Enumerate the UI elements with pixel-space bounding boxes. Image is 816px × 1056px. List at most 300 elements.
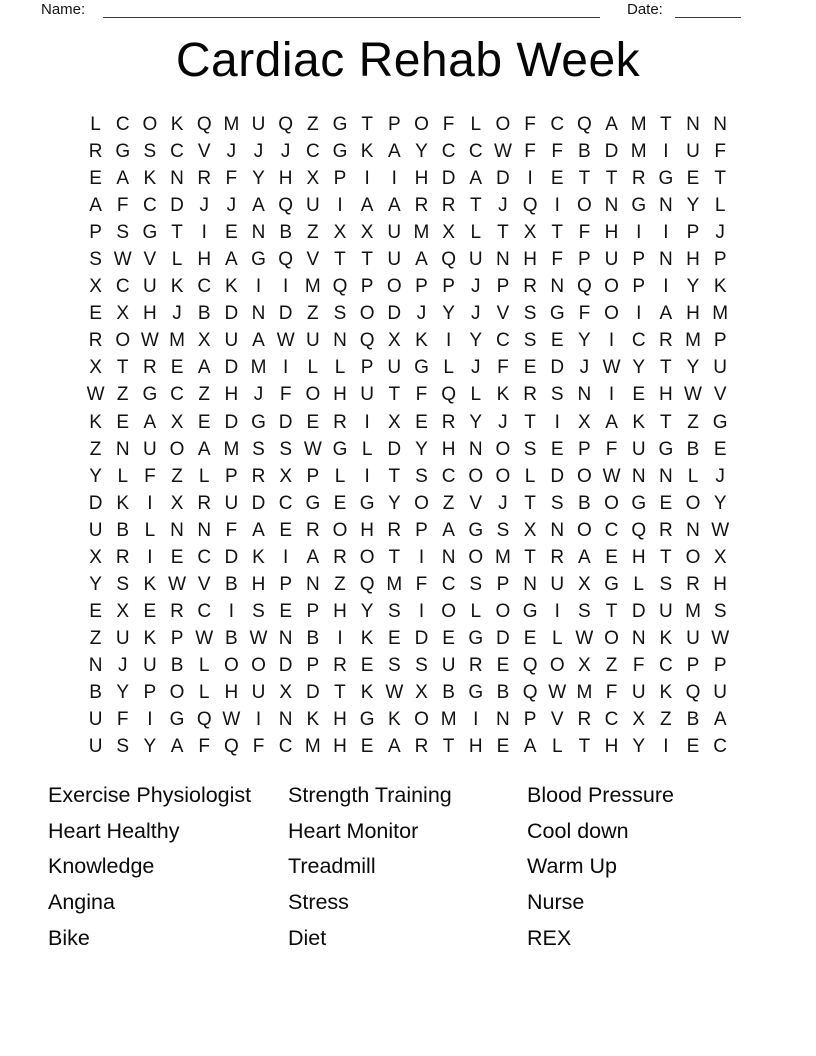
grid-letter: C <box>143 195 157 217</box>
grid-letter: N <box>170 168 184 190</box>
grid-letter: V <box>197 141 211 163</box>
grid-letter: U <box>713 681 728 703</box>
grid-letter: O <box>577 465 592 487</box>
grid-letter: R <box>387 519 402 541</box>
grid-letter: O <box>685 492 701 514</box>
grid-letter: E <box>523 357 537 379</box>
grid-letter: A <box>170 736 184 758</box>
grid-letter: F <box>116 709 129 731</box>
grid-letter: N <box>305 573 320 595</box>
word-column <box>527 778 776 957</box>
grid-letter: S <box>252 600 265 622</box>
grid-letter: G <box>251 411 266 433</box>
grid-letter: A <box>578 546 591 568</box>
grid-letter: E <box>442 627 455 649</box>
grid-letter: E <box>170 357 184 379</box>
grid-letter: K <box>713 276 727 298</box>
word-item: Strength Training <box>288 783 452 807</box>
grid-letter: O <box>169 681 185 703</box>
grid-letter: N <box>251 222 266 244</box>
grid-letter: K <box>143 627 157 649</box>
grid-letter: A <box>469 168 483 190</box>
grid-letter: Q <box>577 114 592 135</box>
grid-letter: L <box>470 222 482 244</box>
grid-letter: G <box>712 411 728 433</box>
grid-letter: E <box>333 492 347 514</box>
grid-letter: Q <box>522 195 538 217</box>
grid-letter: E <box>306 411 320 433</box>
grid-letter: S <box>523 303 537 325</box>
grid-letter: D <box>278 654 293 676</box>
grid-letter: K <box>170 114 184 135</box>
grid-letter: U <box>224 492 239 514</box>
grid-letter: U <box>305 195 320 217</box>
grid-letter: N <box>523 573 537 595</box>
grid-letter: R <box>414 195 429 217</box>
grid-letter: T <box>361 114 373 135</box>
grid-letter: E <box>279 600 293 622</box>
grid-letter: S <box>415 654 428 676</box>
grid-letter: M <box>304 736 321 758</box>
grid-letter: D <box>224 303 239 325</box>
grid-letter: W <box>684 384 702 406</box>
grid-letter: O <box>495 465 511 487</box>
grid-letter: I <box>364 411 370 433</box>
grid-row <box>82 544 735 571</box>
grid-letter: X <box>89 357 102 379</box>
grid-letter: B <box>170 654 184 676</box>
grid-letter: U <box>88 736 103 758</box>
grid-letter: O <box>386 276 402 298</box>
grid-letter: N <box>468 438 483 460</box>
grid-letter: P <box>496 276 510 298</box>
grid-letter: X <box>632 709 646 731</box>
grid-letter: P <box>686 654 700 676</box>
grid-letter: H <box>143 303 157 325</box>
word-item: Heart Monitor <box>288 818 419 843</box>
grid-letter: K <box>225 276 238 298</box>
grid-letter: E <box>143 600 157 622</box>
grid-letter: E <box>550 438 564 460</box>
grid-letter: L <box>198 681 210 703</box>
grid-letter: D <box>550 357 565 379</box>
grid-letter: R <box>333 654 347 676</box>
grid-letter: E <box>415 411 428 433</box>
grid-letter: F <box>524 141 536 163</box>
grid-letter: N <box>496 709 510 731</box>
grid-letter: G <box>468 627 484 649</box>
grid-letter: Q <box>223 736 239 758</box>
grid-letter: T <box>524 546 536 568</box>
grid-letter: O <box>549 654 565 676</box>
grid-letter: N <box>658 465 673 487</box>
grid-letter: G <box>142 222 158 244</box>
grid-letter: P <box>306 654 320 676</box>
grid-letter: A <box>387 195 401 217</box>
grid-letter: X <box>578 411 591 433</box>
grid-letter: I <box>283 546 289 568</box>
grid-letter: V <box>496 303 510 325</box>
grid-letter: C <box>713 736 728 758</box>
grid-letter: Z <box>116 384 129 406</box>
grid-letter: Q <box>196 114 212 135</box>
grid-letter: Z <box>89 438 102 460</box>
grid-letter: L <box>334 465 346 487</box>
grid-letter: S <box>279 438 293 460</box>
grid-letter: K <box>360 681 374 703</box>
grid-row <box>82 300 735 327</box>
grid-letter: J <box>199 195 209 217</box>
grid-letter: X <box>170 492 184 514</box>
grid-letter: S <box>143 141 157 163</box>
grid-letter: S <box>550 492 564 514</box>
grid-letter: R <box>88 330 103 352</box>
grid-letter: X <box>333 222 347 244</box>
grid-letter: F <box>497 357 509 379</box>
grid-letter: J <box>416 303 427 325</box>
grid-letter: D <box>414 627 429 649</box>
grid-letter: Q <box>577 276 592 298</box>
grid-row <box>82 625 735 652</box>
grid-letter: Z <box>89 627 102 649</box>
grid-letter: Y <box>686 276 700 298</box>
grid-letter: O <box>577 195 592 217</box>
grid-letter: O <box>495 600 511 622</box>
grid-letter: V <box>197 573 211 595</box>
grid-letter: F <box>551 249 564 271</box>
grid-letter: C <box>631 330 646 352</box>
grid-letter: T <box>578 168 591 190</box>
grid-letter: G <box>631 492 647 514</box>
grid-letter: U <box>251 681 266 703</box>
grid-letter: R <box>333 546 347 568</box>
grid-letter: C <box>441 141 456 163</box>
grid-row <box>82 354 735 381</box>
grid-row <box>82 165 735 192</box>
grid-letter: I <box>663 736 669 758</box>
grid-letter: N <box>658 195 673 217</box>
grid-letter: K <box>143 168 157 190</box>
grid-letter: G <box>332 114 348 135</box>
grid-row <box>82 571 735 598</box>
grid-letter: O <box>604 627 619 649</box>
grid-letter: X <box>523 222 537 244</box>
grid-letter: R <box>441 195 456 217</box>
grid-letter: W <box>385 681 404 703</box>
grid-letter: Y <box>686 357 700 379</box>
grid-letter: U <box>387 222 402 244</box>
grid-letter: D <box>387 303 402 325</box>
grid-letter: X <box>197 330 211 352</box>
grid-letter: O <box>414 492 429 514</box>
grid-letter: H <box>224 384 239 406</box>
grid-letter: C <box>441 573 456 595</box>
grid-letter: Q <box>278 195 294 217</box>
grid-letter: T <box>497 222 509 244</box>
grid-letter: Y <box>578 330 591 352</box>
grid-letter: U <box>305 330 320 352</box>
name-label: Name: <box>41 1 86 18</box>
grid-letter: M <box>304 276 321 298</box>
grid-letter: L <box>551 627 563 649</box>
grid-letter: L <box>470 114 482 135</box>
grid-letter: O <box>577 519 592 541</box>
grid-letter: B <box>225 573 238 595</box>
grid-letter: H <box>441 438 456 460</box>
grid-letter: I <box>418 546 425 568</box>
word-item: Treadmill <box>288 854 376 879</box>
grid-letter: A <box>197 438 211 460</box>
grid-letter: G <box>332 141 348 163</box>
grid-letter: F <box>144 465 156 487</box>
grid-letter: Y <box>89 573 102 595</box>
grid-letter: S <box>659 573 673 595</box>
word-item: Bike <box>48 925 90 950</box>
grid-letter: E <box>89 303 102 325</box>
grid-letter: S <box>116 222 130 244</box>
grid-letter: R <box>170 600 184 622</box>
grid-letter: M <box>685 600 701 622</box>
grid-letter: W <box>276 330 295 352</box>
grid-letter: J <box>715 465 725 487</box>
grid-letter: N <box>550 519 565 541</box>
grid-letter: W <box>711 519 730 541</box>
grid-letter: D <box>550 465 565 487</box>
grid-letter: R <box>305 519 320 541</box>
grid-letter: L <box>117 465 129 487</box>
grid-letter: P <box>387 114 401 135</box>
grid-letter: N <box>170 519 184 541</box>
grid-letter: A <box>387 141 401 163</box>
grid-letter: A <box>252 330 265 352</box>
grid-letter: I <box>255 709 262 731</box>
name-fill-line <box>103 17 600 18</box>
grid-letter: Z <box>307 114 319 135</box>
grid-letter: Y <box>116 681 130 703</box>
grid-letter: T <box>116 357 129 379</box>
grid-letter: O <box>495 438 511 460</box>
word-item: Knowledge <box>48 854 155 879</box>
grid-letter: J <box>226 195 237 217</box>
grid-letter: X <box>279 681 293 703</box>
grid-letter: B <box>279 222 293 244</box>
grid-letter: X <box>89 546 102 568</box>
grid-row <box>82 463 735 490</box>
grid-letter: V <box>143 249 157 271</box>
grid-letter: Q <box>359 573 375 595</box>
grid-letter: F <box>714 141 726 163</box>
grid-letter: I <box>201 222 207 244</box>
grid-letter: A <box>252 195 265 217</box>
grid-letter: R <box>577 709 592 731</box>
grid-letter: P <box>89 222 102 244</box>
grid-letter: I <box>147 546 153 568</box>
grid-letter: U <box>387 249 402 271</box>
grid-letter: D <box>278 303 293 325</box>
grid-letter: R <box>523 276 537 298</box>
grid-letter: E <box>686 168 700 190</box>
grid-row <box>82 598 735 625</box>
grid-letter: C <box>197 276 212 298</box>
grid-letter: J <box>579 357 590 379</box>
grid-letter: F <box>605 438 618 460</box>
grid-letter: F <box>116 195 129 217</box>
grid-letter: M <box>685 330 701 352</box>
grid-letter: D <box>305 681 320 703</box>
grid-letter: N <box>658 249 673 271</box>
grid-letter: R <box>441 411 456 433</box>
grid-letter: W <box>222 709 241 731</box>
grid-letter: H <box>360 519 374 541</box>
grid-letter: O <box>305 384 321 406</box>
grid-letter: C <box>115 114 130 135</box>
grid-letter: I <box>337 627 343 649</box>
grid-letter: A <box>197 357 211 379</box>
grid-letter: W <box>249 627 268 649</box>
grid-letter: N <box>713 114 728 135</box>
grid-letter: T <box>171 222 183 244</box>
grid-letter: C <box>197 546 212 568</box>
grid-letter: A <box>415 249 428 271</box>
grid-letter: C <box>278 492 293 514</box>
grid-letter: D <box>251 492 266 514</box>
grid-letter: O <box>604 276 619 298</box>
grid-letter: U <box>658 600 673 622</box>
grid-letter: G <box>631 195 647 217</box>
grid-letter: Y <box>89 465 102 487</box>
grid-letter: P <box>170 627 184 649</box>
grid-letter: F <box>524 114 536 135</box>
grid-letter: G <box>604 573 619 595</box>
grid-letter: H <box>604 222 619 244</box>
grid-letter: H <box>604 736 619 758</box>
grid-letter: N <box>251 303 266 325</box>
grid-letter: F <box>632 654 645 676</box>
grid-letter: Q <box>278 114 294 135</box>
grid-letter: O <box>604 303 619 325</box>
grid-letter: N <box>604 195 619 217</box>
grid-letter: I <box>663 276 669 298</box>
grid-letter: Q <box>441 384 456 406</box>
grid-letter: I <box>364 465 370 487</box>
grid-letter: D <box>496 168 510 190</box>
grid-letter: P <box>496 573 510 595</box>
grid-letter: S <box>387 654 401 676</box>
grid-row <box>82 381 735 408</box>
grid-letter: H <box>468 736 483 758</box>
grid-letter: H <box>333 600 347 622</box>
grid-letter: L <box>470 384 482 406</box>
grid-letter: T <box>361 249 373 271</box>
grid-letter: I <box>445 330 452 352</box>
grid-letter: G <box>658 168 674 190</box>
grid-letter: H <box>251 573 266 595</box>
grid-letter: G <box>305 492 321 514</box>
grid-letter: W <box>168 573 187 595</box>
grid-letter: R <box>115 546 130 568</box>
grid-letter: R <box>143 357 157 379</box>
grid-letter: U <box>224 330 239 352</box>
grid-letter: M <box>495 546 511 568</box>
grid-letter: I <box>554 411 560 433</box>
grid-letter: I <box>283 357 289 379</box>
grid-row <box>82 436 735 463</box>
grid-letter: X <box>578 654 591 676</box>
grid-letter: N <box>278 627 293 649</box>
grid-letter: B <box>225 627 238 649</box>
grid-letter: X <box>89 276 102 298</box>
grid-letter: E <box>279 519 293 541</box>
grid-letter: B <box>89 681 102 703</box>
grid-letter: Z <box>171 465 183 487</box>
grid-letter: F <box>415 573 428 595</box>
grid-letter: G <box>332 438 348 460</box>
grid-letter: L <box>633 573 644 595</box>
grid-letter: A <box>89 195 102 217</box>
grid-letter: H <box>197 249 212 271</box>
grid-letter: W <box>195 627 214 649</box>
grid-letter: B <box>578 141 591 163</box>
grid-letter: Z <box>307 222 319 244</box>
grid-letter: K <box>387 709 401 731</box>
grid-letter: M <box>223 438 240 460</box>
grid-letter: M <box>223 114 240 135</box>
grid-letter: P <box>143 681 157 703</box>
grid-letter: Y <box>415 141 428 163</box>
grid-letter: T <box>334 681 346 703</box>
grid-row <box>82 192 735 219</box>
grid-letter: L <box>714 195 726 217</box>
grid-letter: I <box>527 168 533 190</box>
grid-letter: H <box>658 384 673 406</box>
grid-letter: O <box>251 654 266 676</box>
grid-letter: E <box>89 600 102 622</box>
grid-row <box>82 327 735 354</box>
grid-letter: Z <box>198 384 210 406</box>
grid-letter: P <box>578 249 591 271</box>
grid-letter: X <box>578 573 591 595</box>
grid-letter: O <box>685 546 701 568</box>
grid-letter: T <box>524 411 536 433</box>
grid-letter: J <box>172 303 182 325</box>
grid-letter: U <box>88 709 103 731</box>
grid-row <box>82 273 735 300</box>
grid-letter: Q <box>685 681 701 703</box>
grid-letter: Y <box>713 492 727 514</box>
grid-letter: Y <box>632 357 646 379</box>
grid-letter: C <box>550 114 565 135</box>
grid-letter: M <box>413 222 430 244</box>
grid-letter: I <box>663 141 669 163</box>
grid-letter: F <box>279 384 292 406</box>
grid-letter: U <box>604 249 619 271</box>
grid-letter: J <box>226 141 237 163</box>
grid-letter: E <box>197 411 211 433</box>
grid-letter: S <box>523 438 537 460</box>
grid-letter: H <box>333 736 347 758</box>
grid-letter: F <box>605 681 618 703</box>
grid-letter: W <box>303 438 322 460</box>
grid-letter: J <box>471 303 481 325</box>
grid-letter: K <box>89 411 102 433</box>
grid-letter: T <box>388 384 401 406</box>
grid-letter: U <box>713 357 728 379</box>
grid-letter: J <box>117 654 128 676</box>
grid-letter: E <box>496 654 510 676</box>
grid-letter: W <box>140 330 159 352</box>
grid-letter: A <box>442 519 455 541</box>
grid-letter: R <box>658 330 673 352</box>
